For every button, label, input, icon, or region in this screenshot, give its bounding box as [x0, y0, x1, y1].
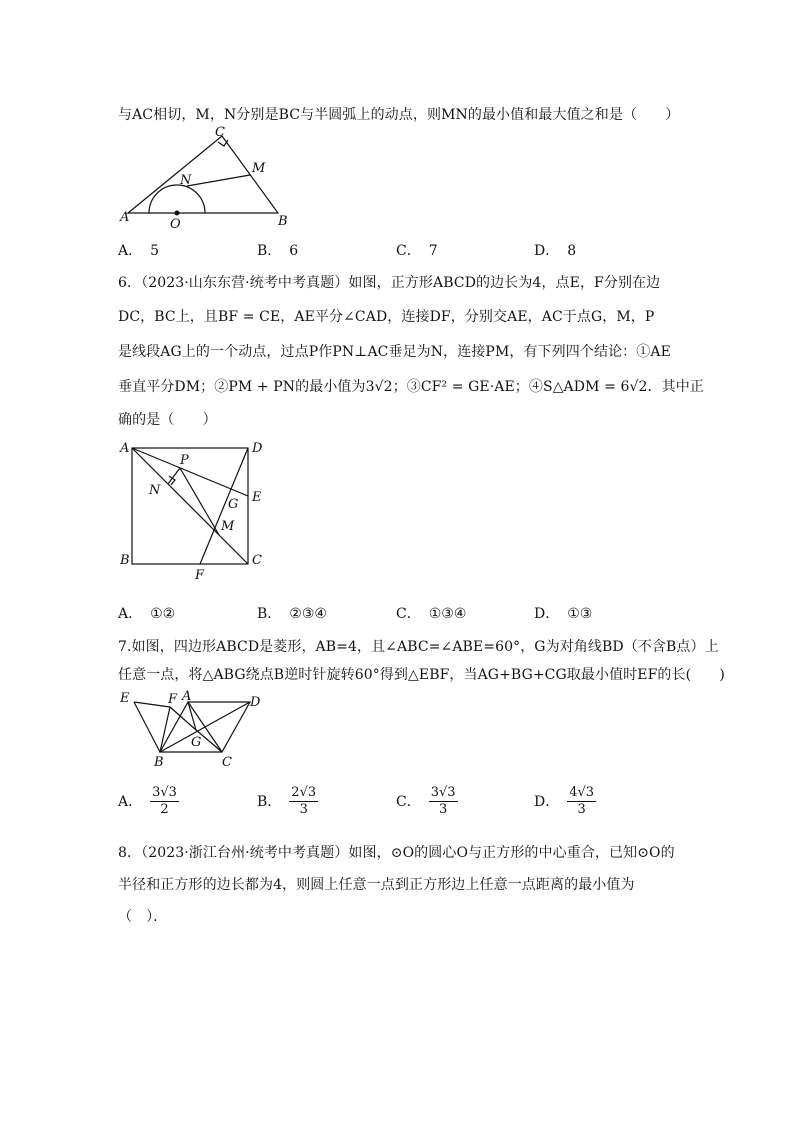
q5-figure: [118, 124, 298, 234]
q7-line-1: 7.如图，四边形ABCD是菱形，AB=4，且∠ABC=∠ABE=60°，G为对角线BD（不含B点）上: [118, 639, 719, 655]
q5-text: 与AC相切，M，N分别是BC与半圆弧上的动点，则MN的最小值和最大值之和是（ ）: [118, 107, 680, 123]
q8-line-2: 半径和正方形的边长都为4，则圆上任意一点到正方形边上任意一点距离的最小值为: [118, 877, 635, 893]
segment-ef: [134, 702, 170, 707]
q6-line-4: 垂直平分DM；②PM + PN的最小值为3√2；③CF² = GE·AE；④S△ADM = 6√2．其中正: [118, 379, 704, 395]
label-c: C: [252, 553, 262, 568]
q6-option-d[interactable]: D． ①③: [534, 606, 593, 622]
center-o-dot: [175, 211, 180, 216]
label-g: G: [191, 735, 202, 750]
label-b: B: [154, 755, 164, 770]
label-d: D: [250, 695, 261, 710]
label-a: A: [182, 689, 192, 704]
label-n: N: [180, 173, 192, 188]
label-e: E: [120, 691, 130, 706]
label-d: D: [252, 441, 263, 456]
label-e: E: [252, 490, 262, 505]
label-o: O: [170, 217, 181, 232]
q6-line-2: DC，BC上，且BF = CE，AE平分∠CAD，连接DF，分别交AE，AC于点G，M，P: [118, 309, 655, 325]
q8-line-3: （ ）．: [118, 909, 168, 925]
q7-options: [118, 785, 698, 823]
q6-line-1: 6．（2023·山东东营·统考中考真题）如图，正方形ABCD的边长为4，点E，F分别在边: [118, 275, 661, 291]
label-c: C: [222, 755, 232, 770]
label-p: P: [180, 453, 189, 468]
label-g: G: [228, 497, 239, 512]
q6-line-3: 是线段AG上的一个动点，过点P作PN⊥AC垂足为N，连接PM，有下列四个结论：①AE: [118, 344, 671, 360]
label-b: B: [120, 553, 130, 568]
q5-option-c[interactable]: C． 7: [396, 243, 438, 259]
right-angle-mark: [218, 140, 228, 146]
q7-option-d[interactable]: D． $\frac{4√3}{3}$: [534, 785, 595, 817]
q7-option-b[interactable]: B． $\frac{2√3}{3}$: [257, 785, 317, 817]
label-m: M: [221, 519, 235, 534]
label-a: A: [120, 210, 130, 225]
label-a: A: [120, 441, 130, 456]
q6-line-5: 确的是（ ）: [118, 412, 217, 428]
segment-mn: [187, 175, 250, 186]
q5-options: [118, 240, 698, 262]
q6-options: [118, 603, 698, 625]
q8-line-1: 8．（2023·浙江台州·统考中考真题）如图，⊙O的圆心O与正方形的中心重合，已知⊙O的: [118, 845, 675, 861]
segment-be: [134, 702, 160, 752]
q7-option-a[interactable]: A． $\frac{3√3}{2}$: [118, 785, 177, 817]
label-b: B: [278, 214, 288, 229]
label-m: M: [252, 161, 266, 176]
label-n: N: [149, 483, 161, 498]
label-c: C: [215, 125, 225, 140]
q5-option-a[interactable]: A． 5: [118, 243, 160, 259]
q6-figure: [118, 438, 278, 582]
q7-figure: [118, 686, 268, 768]
q6-option-a[interactable]: A． ①②: [118, 606, 176, 622]
label-f: F: [168, 692, 178, 707]
q5-option-d[interactable]: D． 8: [534, 243, 577, 259]
q6-option-c[interactable]: C． ①③④: [396, 606, 467, 622]
segment-bf: [160, 707, 170, 752]
label-f: F: [195, 568, 205, 583]
segment-df: [200, 448, 248, 564]
q6-option-b[interactable]: B． ②③④: [257, 606, 327, 622]
q7-option-c[interactable]: C． $\frac{3√3}{3}$: [396, 785, 456, 817]
q5-option-b[interactable]: B． 6: [257, 243, 299, 259]
q7-line-2: 任意一点，将△ABG绕点B逆时针旋转60°得到△EBF，当AG+BG+CG取最小值时EF的长( ): [118, 667, 725, 683]
